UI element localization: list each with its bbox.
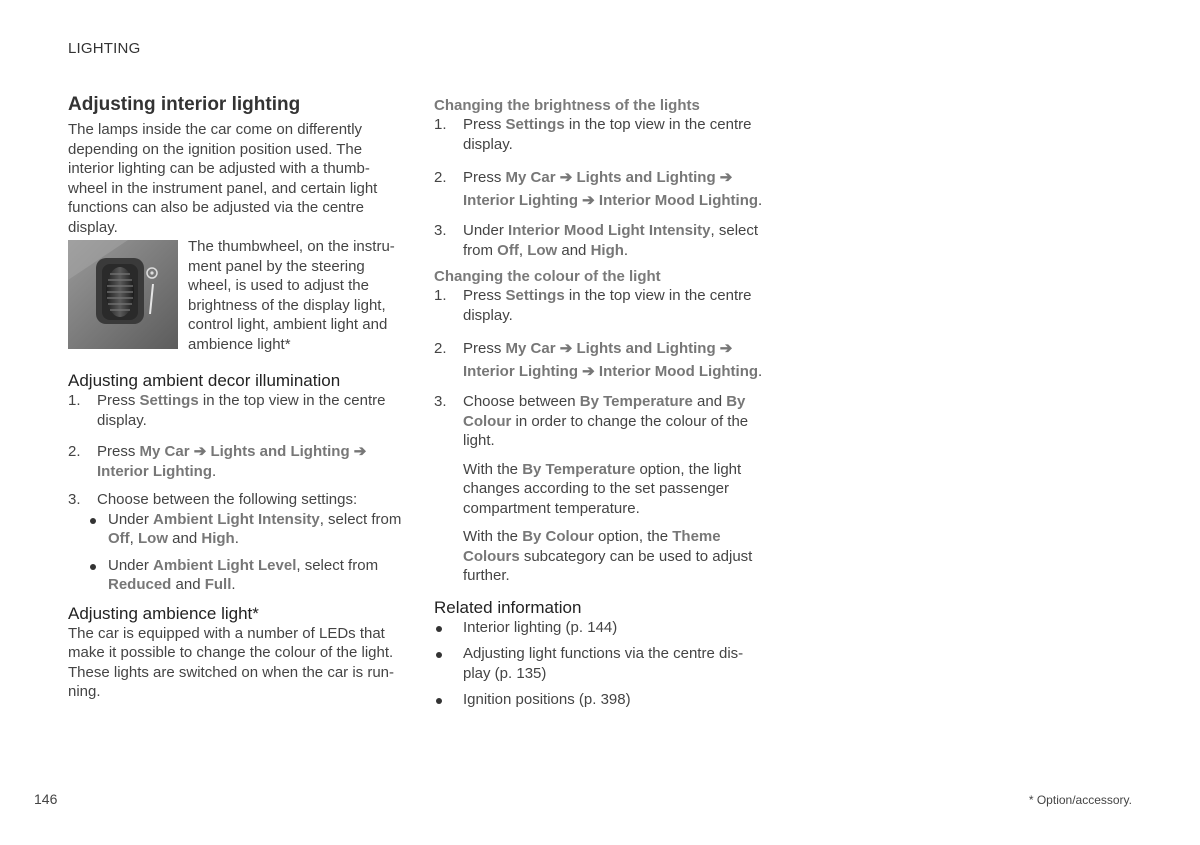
menu-term: Interior Lighting	[463, 192, 578, 209]
list-item	[434, 286, 769, 325]
list-item	[434, 166, 769, 212]
image-caption: The thumbwheel, on the instru-ment panel by the steering wheel, is used to adjust the brightness of the display light, control light, ambient light and ambience light*	[188, 238, 395, 353]
option-term: Full	[204, 576, 232, 593]
bullet-text: , select from	[319, 510, 402, 528]
list-item	[434, 392, 769, 586]
step-number: 1.	[434, 287, 447, 304]
note-text: option, the	[593, 528, 673, 545]
option-term: By Colour	[463, 393, 746, 430]
arrow-right-icon: ➔	[353, 443, 367, 460]
step-number: 2.	[434, 169, 447, 186]
step-text: Under	[463, 222, 509, 239]
settings-bullets	[88, 510, 403, 595]
option-term: High	[590, 241, 624, 259]
bullet-text: and	[168, 530, 202, 547]
option-term: Off	[108, 530, 130, 547]
ambience-heading: Adjusting ambience light*	[68, 603, 259, 623]
step-number: 3.	[434, 222, 447, 239]
menu-term: Lights and Lighting	[576, 169, 716, 186]
option-term: By Temperature	[579, 393, 693, 410]
arrow-right-icon: ➔	[559, 169, 573, 186]
step-text: .	[211, 462, 217, 480]
related-link-text[interactable]: Ignition positions (p. 398)	[463, 691, 631, 708]
arrow-right-icon: ➔	[719, 169, 733, 186]
related-link-text[interactable]: Interior lighting (p. 144)	[463, 618, 618, 636]
option-term: By Temperature	[522, 460, 636, 478]
related-link[interactable]	[434, 644, 769, 683]
thumbwheel-image	[68, 240, 178, 349]
bullet-text: Under	[108, 510, 154, 528]
menu-term: Interior Mood Lighting	[598, 192, 759, 209]
step-text: , select from	[463, 222, 759, 259]
setting-term: Ambient Light Intensity	[153, 510, 320, 528]
step-number: 2.	[434, 340, 447, 357]
page-number: 146	[34, 791, 58, 807]
option-term: Theme Colours	[463, 528, 721, 565]
setting-term: Interior Mood Light Intensity	[508, 222, 711, 239]
list-item	[68, 442, 403, 481]
arrow-right-icon: ➔	[559, 340, 573, 357]
bullet-icon	[436, 626, 442, 632]
step-text: .	[758, 363, 763, 380]
option-term: By Colour	[522, 528, 594, 545]
bullet-text: .	[234, 530, 239, 547]
figure-row	[68, 237, 403, 354]
list-item	[68, 391, 403, 430]
step-text: in the top view in the centre display.	[97, 392, 386, 429]
related-link-text[interactable]: Adjusting light functions via the centre dis-play (p. 135)	[463, 645, 744, 682]
related-link[interactable]	[434, 690, 769, 710]
setting-term: Ambient Light Level	[153, 556, 297, 574]
option-term: Reduced	[108, 576, 172, 593]
step-text: Press	[463, 169, 506, 186]
arrow-right-icon: ➔	[719, 340, 733, 357]
menu-term: Interior Lighting	[463, 363, 578, 380]
step-text: Press	[463, 287, 506, 304]
section-label: LIGHTING	[68, 40, 141, 57]
arrow-right-icon: ➔	[193, 443, 207, 460]
bullet-text: Under	[108, 556, 154, 574]
footnote: * Option/accessory.	[1028, 793, 1132, 807]
menu-term: Lights and Lighting	[576, 340, 716, 357]
list-item	[434, 221, 769, 260]
step-text: Press	[97, 392, 140, 409]
arrow-right-icon: ➔	[582, 192, 595, 209]
note-text: With the	[463, 460, 523, 478]
option-term: High	[201, 530, 235, 547]
left-column	[68, 94, 403, 702]
option-term: Low	[138, 530, 169, 547]
step-text: Choose between	[463, 393, 580, 410]
temperature-note	[463, 460, 769, 519]
step-number: 3.	[434, 393, 447, 410]
list-item	[88, 510, 403, 549]
bullet-icon	[90, 518, 96, 524]
menu-term: Lights and Lighting	[210, 443, 350, 460]
ambient-heading: Adjusting ambient decor illumination	[68, 371, 341, 390]
bullet-icon	[436, 652, 442, 658]
bullet-text: , select from	[296, 556, 379, 574]
list-item	[88, 556, 403, 595]
menu-term: Interior Lighting	[97, 462, 212, 480]
step-text: ,	[518, 241, 528, 259]
brightness-steps	[434, 115, 769, 260]
step-number: 1.	[68, 392, 81, 409]
related-link[interactable]	[434, 618, 769, 638]
brightness-heading: Changing the brightness of the lights	[434, 97, 700, 114]
settings-term: Settings	[505, 287, 565, 304]
step-text: in the top view in the centre display.	[463, 287, 752, 324]
step-number: 1.	[434, 116, 447, 133]
bullet-text: ,	[129, 530, 139, 547]
bullet-text: and	[171, 576, 205, 593]
right-column	[434, 96, 769, 717]
step-text: in order to change the colour of the light.	[463, 412, 749, 449]
list-item	[434, 337, 769, 383]
step-text: Press	[97, 443, 140, 460]
related-information	[434, 598, 769, 710]
menu-term: My Car	[505, 169, 556, 186]
intro-paragraph: The lamps inside the car come on differently depending on the ignition position used. The interior lighting can be adjusted with a thumb-wheel in the instrument panel, and certain light functions can also be adjusted via the centre display.	[68, 121, 378, 236]
menu-term: My Car	[139, 443, 190, 460]
step-text: Choose between the following settings:	[97, 491, 358, 508]
option-term: Low	[527, 241, 558, 259]
settings-term: Settings	[505, 116, 565, 133]
step-number: 3.	[68, 491, 81, 508]
note-text: option, the light changes according to the set passenger compartment temperature.	[463, 460, 742, 517]
list-item	[68, 490, 403, 595]
menu-term: My Car	[505, 340, 556, 357]
colour-note	[463, 527, 769, 586]
bullet-text: .	[231, 576, 236, 593]
step-text: .	[758, 192, 763, 209]
note-text: subcategory can be used to adjust further.	[463, 547, 753, 584]
bullet-icon	[436, 698, 442, 704]
step-number: 2.	[68, 443, 81, 460]
page-title: Adjusting interior lighting	[68, 94, 301, 115]
option-term: Off	[497, 241, 519, 259]
bullet-icon	[90, 564, 96, 570]
colour-steps	[434, 286, 769, 586]
note-text: With the	[463, 528, 523, 545]
list-item	[434, 115, 769, 154]
step-text: Press	[463, 116, 506, 133]
step-text: and	[692, 393, 727, 410]
settings-term: Settings	[139, 392, 199, 409]
step-text: Press	[463, 340, 506, 357]
related-list	[434, 618, 769, 710]
arrow-right-icon: ➔	[582, 363, 595, 380]
related-heading: Related information	[434, 597, 582, 617]
menu-term: Interior Mood Lighting	[598, 363, 759, 380]
ambience-paragraph: The car is equipped with a number of LEDs that make it possible to change the colour of the light. These lights are switched on when the car is run-ning.	[68, 624, 394, 700]
ambient-steps	[68, 391, 403, 595]
step-text: .	[623, 241, 629, 259]
step-text: and	[557, 241, 591, 259]
step-text: in the top view in the centre display.	[463, 116, 752, 153]
thumbwheel-illustration	[68, 240, 178, 349]
colour-heading: Changing the colour of the light	[434, 268, 661, 285]
